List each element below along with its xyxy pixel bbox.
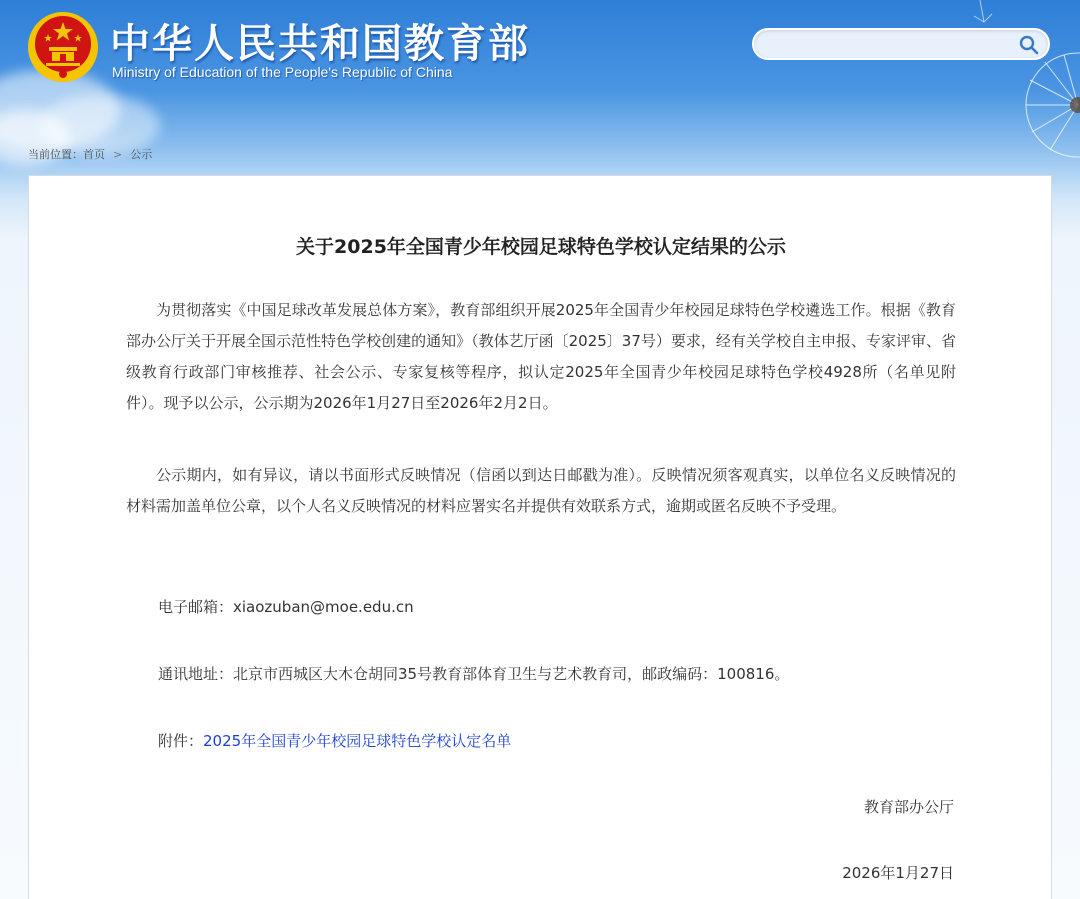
address-label: 通讯地址：: [158, 665, 234, 683]
signature-organization: 教育部办公厅: [863, 798, 954, 816]
article-paragraph-2: 公示期内，如有异议，请以书面形式反映情况（信函以到达日邮戳为准）。反映情况须客观真实，以单位名义反映情况的材料需加盖单位公章，以个人名义反映情况的材料应署实名并提供有效联系方式，逾期或匿名反映不予受理。: [126, 466, 956, 515]
attachment-link[interactable]: 2025年全国青少年校园足球特色学校认定名单: [203, 732, 512, 750]
site-title-english: Ministry of Education of the People's Republic of China: [112, 64, 453, 80]
breadcrumb-separator: >: [113, 148, 123, 161]
site-header: [0, 0, 1080, 175]
search-box: [752, 28, 1050, 60]
breadcrumb: [28, 146, 152, 162]
signature-date: 2026年1月27日: [842, 864, 954, 882]
email-label: 电子邮箱：: [158, 598, 234, 616]
article-panel: [28, 175, 1052, 899]
search-input[interactable]: [768, 34, 1008, 54]
breadcrumb-current-link[interactable]: 公示: [130, 148, 153, 161]
search-icon[interactable]: [1018, 34, 1040, 56]
article-paragraph-1: 为贯彻落实《中国足球改革发展总体方案》，教育部组织开展2025年全国青少年校园足球特色学校遴选工作。根据《教育部办公厅关于开展全国示范性特色学校创建的通知》（教体艺厅函〔2025〕37号）要求，经有关学校自主申报、专家评审、省级教育行政部门审核推荐、社会公示、专家复核等程序，拟认定2025年全国青少年校园足球特色学校4928所（名单见附件）。现予以公示，公示期为2026年1月27日至2026年2月2日。: [126, 301, 956, 412]
breadcrumb-prefix: 当前位置：: [28, 148, 83, 161]
national-emblem-icon: [26, 10, 100, 84]
address-value: 北京市西城区大木仓胡同35号教育部体育卫生与艺术教育司，邮政编码：100816。: [233, 665, 790, 683]
attachment-label: 附件：: [158, 732, 204, 750]
article-title: 关于2025年全国青少年校园足球特色学校认定结果的公示: [296, 236, 786, 258]
contact-address: [158, 663, 789, 684]
contact-email: [158, 596, 414, 617]
site-title-chinese: 中华人民共和国教育部: [110, 21, 530, 67]
dandelion-decoration: [960, 0, 1080, 175]
attachment: [158, 730, 511, 751]
email-value: xiaozuban@moe.edu.cn: [233, 598, 414, 616]
breadcrumb-home-link[interactable]: 首页: [83, 148, 105, 161]
